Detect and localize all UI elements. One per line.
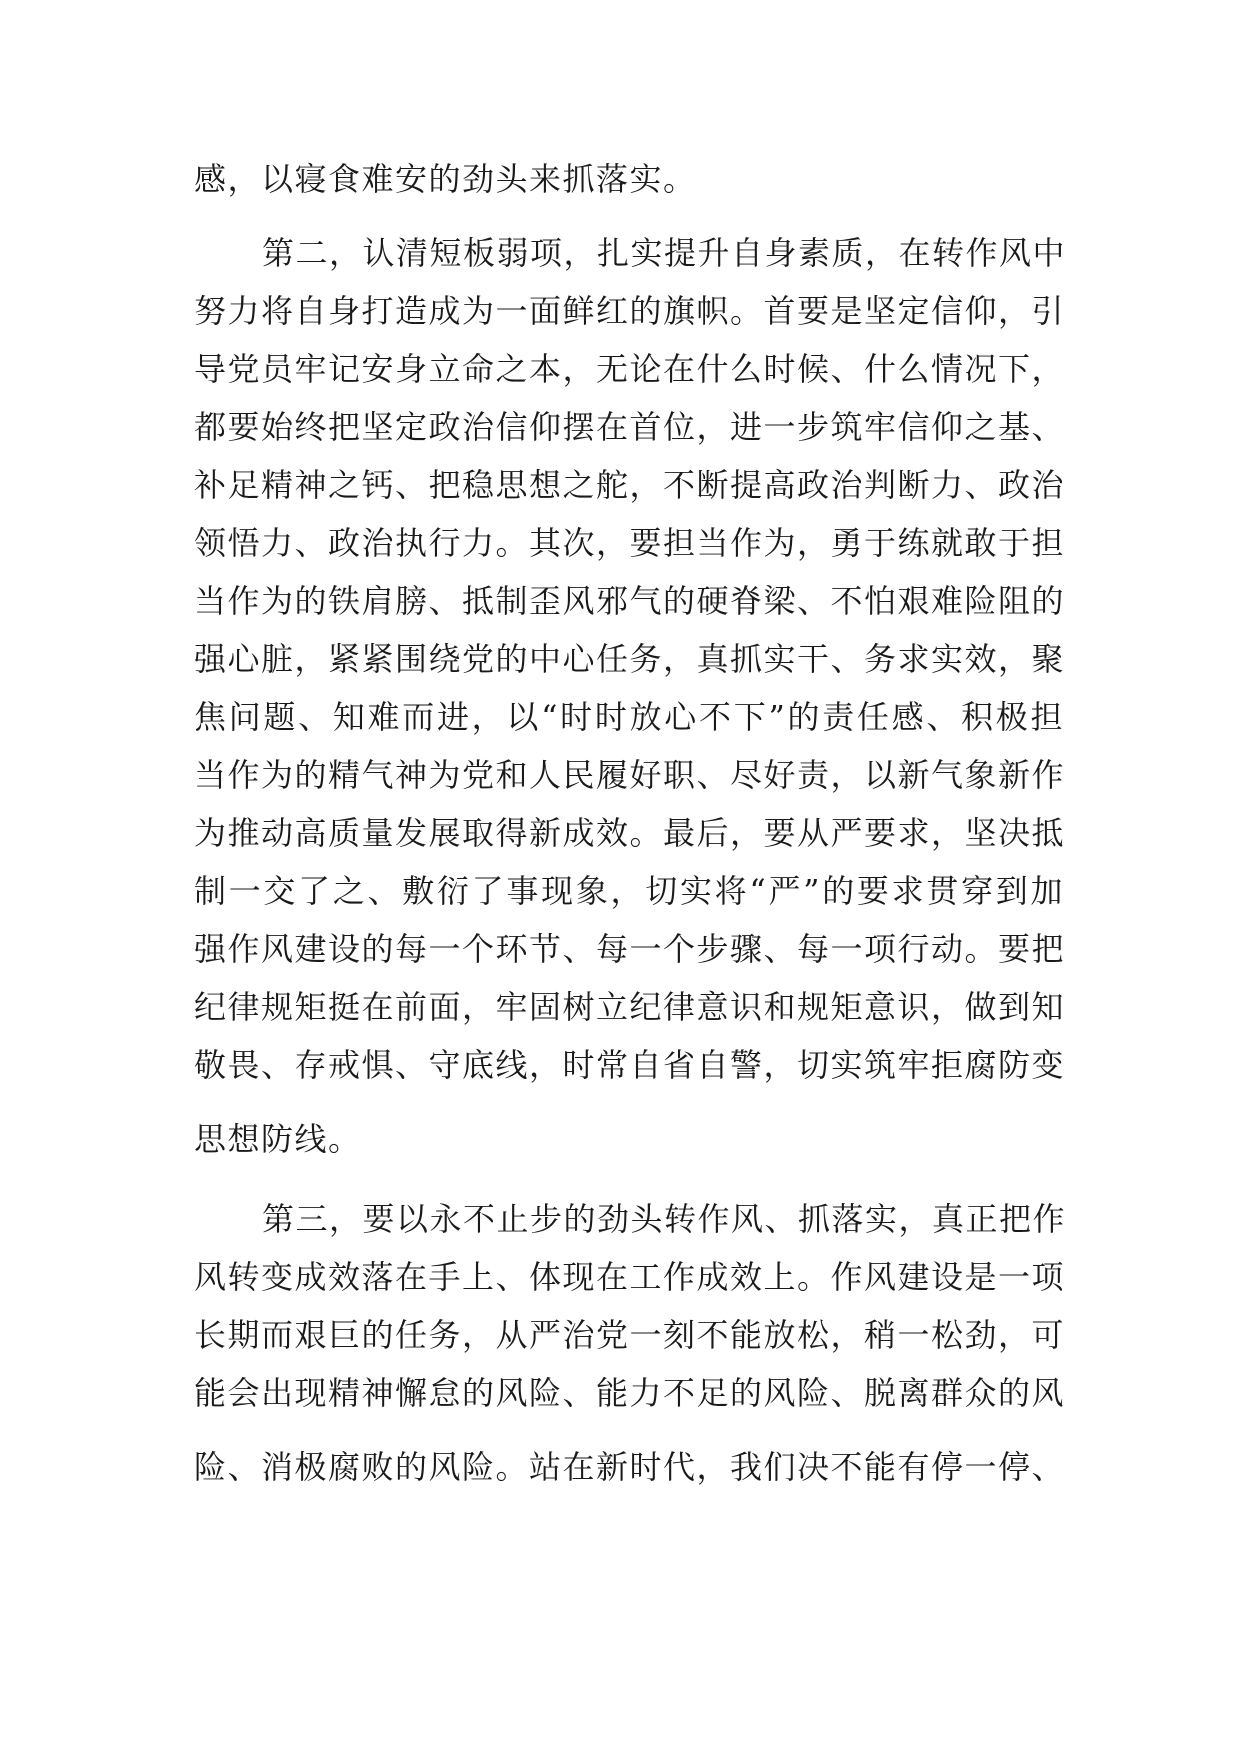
- text-line: 努力将自身打造成为一面鲜红的旗帜。首要是坚定信仰，引: [194, 292, 1066, 330]
- text-line: 当作为的精气神为党和人民履好职、尽好责，以新气象新作: [194, 756, 1066, 794]
- paragraph-first-line: 第二，认清短板弱项，扎实提升自身素质，在转作风中: [262, 234, 1067, 272]
- text-line: 为推动高质量发展取得新成效。最后，要从严要求，坚决抵: [194, 814, 1066, 852]
- text-line: 感，以寝食难安的劲头来抓落实。: [194, 160, 697, 198]
- text-line: 导党员牢记安身立命之本，无论在什么时候、什么情况下，: [194, 350, 1066, 388]
- text-line: 制一交了之、敷衍了事现象，切实将“严”的要求贯穿到加: [194, 872, 1064, 910]
- text-line: 长期而艰巨的任务，从严治党一刻不能放松，稍一松劲，可: [194, 1316, 1066, 1354]
- text-line: 险、消极腐败的风险。站在新时代，我们决不能有停一停、: [194, 1448, 1066, 1486]
- text-line: 都要始终把坚定政治信仰摆在首位，进一步筑牢信仰之基、: [194, 408, 1066, 446]
- text-line: 强作风建设的每一个环节、每一个步骤、每一项行动。要把: [194, 930, 1066, 968]
- text-line: 补足精神之钙、把稳思想之舵，不断提高政治判断力、政治: [194, 466, 1066, 504]
- paragraph-first-line: 第三，要以永不止步的劲头转作风、抓落实，真正把作: [262, 1200, 1067, 1238]
- text-line: 当作为的铁肩膀、抵制歪风邪气的硬脊梁、不怕艰难险阻的: [194, 582, 1066, 620]
- text-line: 敬畏、存戒惧、守底线，时常自省自警，切实筑牢拒腐防变: [194, 1046, 1066, 1084]
- text-line: 纪律规矩挺在前面，牢固树立纪律意识和规矩意识，做到知: [194, 988, 1066, 1026]
- text-line: 强心脏，紧紧围绕党的中心任务，真抓实干、务求实效，聚: [194, 640, 1066, 678]
- text-line: 领悟力、政治执行力。其次，要担当作为，勇于练就敢于担: [194, 524, 1066, 562]
- text-line: 焦问题、知难而进，以“时时放心不下”的责任感、积极担: [194, 698, 1064, 736]
- document-body: [194, 150, 1067, 1496]
- text-line: 能会出现精神懈怠的风险、能力不足的风险、脱离群众的风: [194, 1374, 1066, 1412]
- text-line: 风转变成效落在手上、体现在工作成效上。作风建设是一项: [194, 1258, 1066, 1296]
- text-line: 思想防线。: [194, 1120, 362, 1158]
